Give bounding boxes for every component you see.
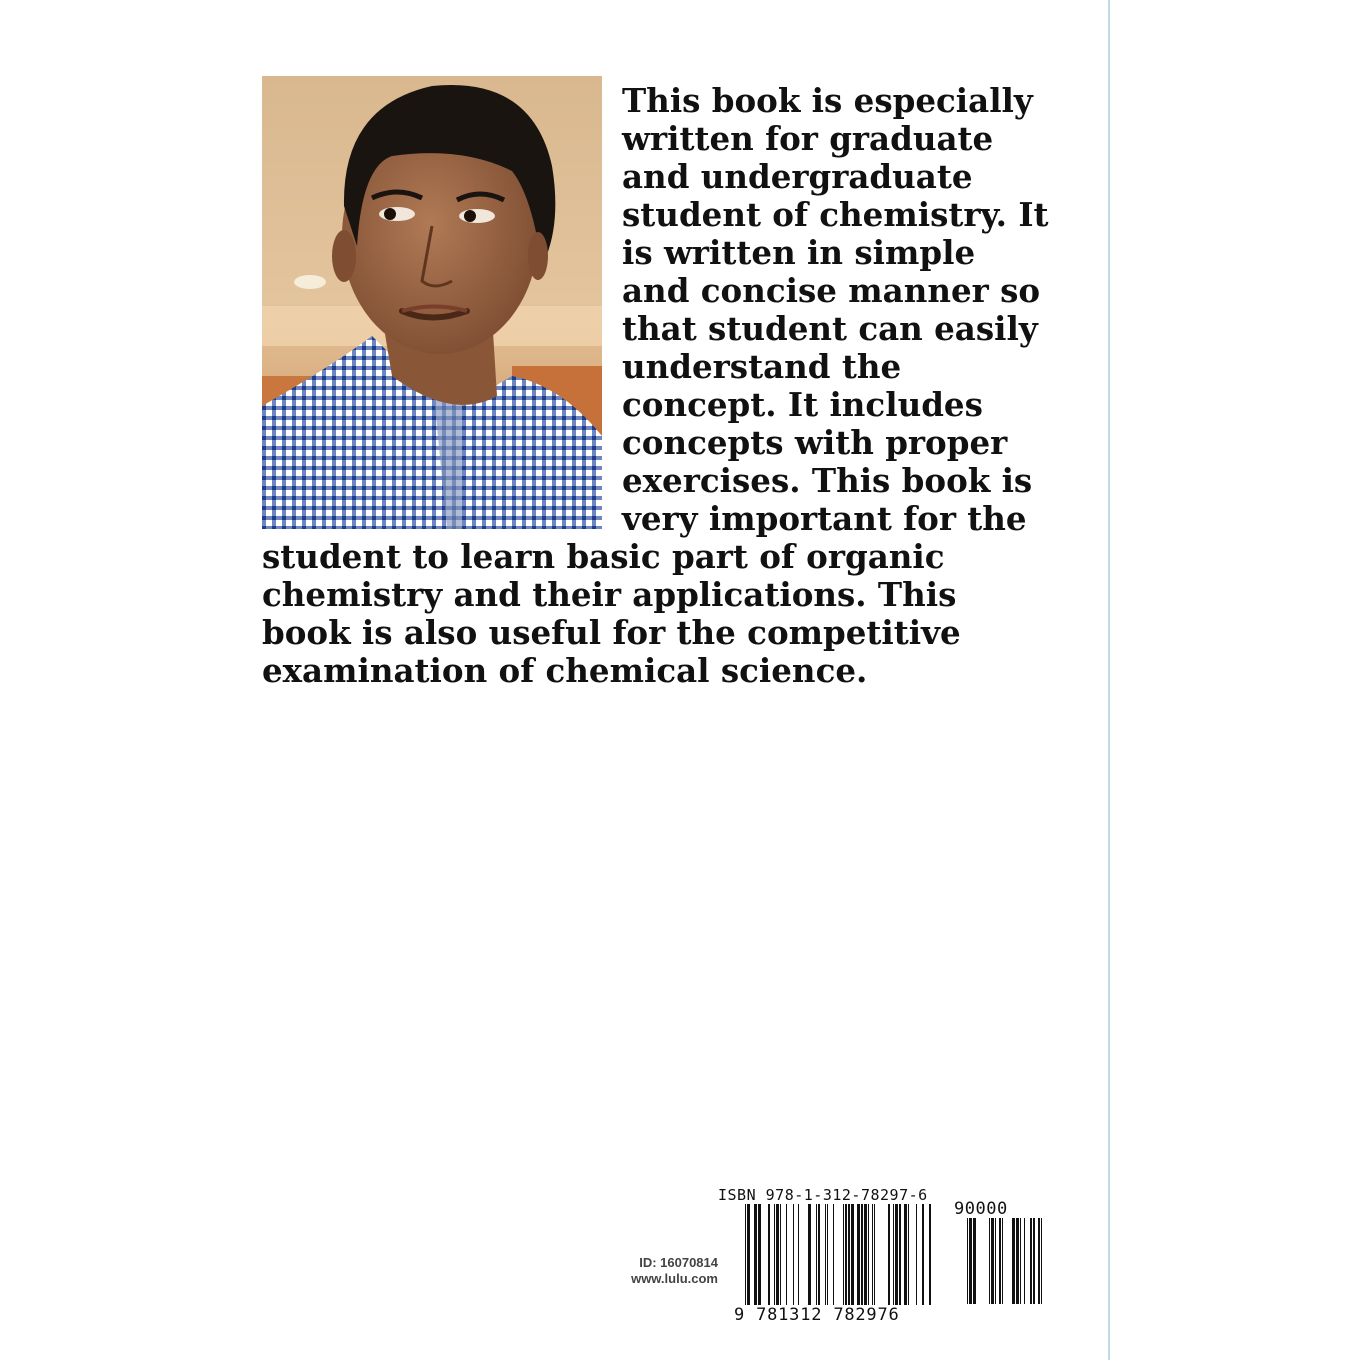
barcode-bar [1038,1218,1040,1304]
barcode-bar [827,1204,828,1308]
barcode-bar [908,1204,909,1308]
barcode-bar [922,1204,924,1308]
price-addon-digits: 90000 [954,1199,1008,1219]
barcode-bar [1016,1218,1019,1304]
barcode-bar [969,1218,972,1304]
barcode-bar [888,1204,890,1308]
barcode-bar [916,1204,917,1308]
barcode-bar [774,1204,775,1308]
author-photo [262,76,602,529]
spine-edge-line [1108,0,1110,1360]
barcode-bar [793,1204,794,1308]
barcode-bar [848,1204,850,1308]
barcode-bar [1012,1218,1015,1304]
barcode-bar [745,1204,746,1308]
barcode-bar [808,1204,811,1308]
barcode-bar [845,1204,847,1308]
barcode-bar [861,1204,863,1308]
barcode-bar [843,1204,844,1308]
barcode-bar [747,1204,750,1308]
barcode-bar [798,1204,799,1308]
isbn-label: ISBN 978-1-312-78297-6 [718,1186,928,1204]
barcode-bar [929,1204,931,1308]
lulu-url: www.lulu.com [631,1271,718,1286]
barcode-bar [1002,1218,1003,1304]
barcode-bar [776,1204,779,1308]
barcode-bar [1041,1218,1042,1304]
ean-digits: 9 781312 782976 [734,1305,934,1325]
barcode-bar [991,1218,994,1304]
barcode-bar [872,1204,873,1308]
barcode-bar [904,1204,907,1308]
barcode-bar [893,1204,894,1308]
lulu-imprint [598,1255,718,1287]
barcode-bar [967,1218,968,1304]
barcode-bar [857,1204,860,1308]
blurb-block [262,82,1052,690]
barcode-bar [864,1204,867,1308]
barcode-bar [754,1204,757,1308]
barcode-bar [780,1204,781,1308]
barcode-bar [1030,1218,1032,1304]
barcode-bar [973,1218,976,1304]
book-id-label: ID: 16070814 [639,1255,718,1270]
barcode-bar [833,1204,834,1308]
barcode-bar [899,1204,901,1308]
barcode-bar [768,1204,770,1308]
barcode-bar [995,1218,996,1304]
barcode-bar [1033,1218,1035,1304]
blurb-text: This book is especially written for graduate and undergraduate student of chemistry. It is written in simple and concise manner so that student can easily understand the concept. It includes concepts with proper exercises. This book is very important for the student to learn basic part of organic chemistry and their applications. This book is also useful for the competitive examination of chemical science. [262,81,1049,690]
barcode-bar [816,1204,817,1308]
barcode-bar [1020,1218,1021,1304]
barcode-bar [868,1204,869,1308]
barcode-bar [818,1204,820,1308]
barcode-bar [895,1204,898,1308]
barcode-bar [989,1218,990,1304]
barcode-bar [874,1204,875,1308]
barcode-bar [851,1204,854,1308]
barcode-bar [999,1218,1001,1304]
barcode-bar [786,1204,787,1308]
barcode-bar [825,1204,826,1308]
barcode-bar [758,1204,761,1308]
barcode-bar [1024,1218,1025,1304]
